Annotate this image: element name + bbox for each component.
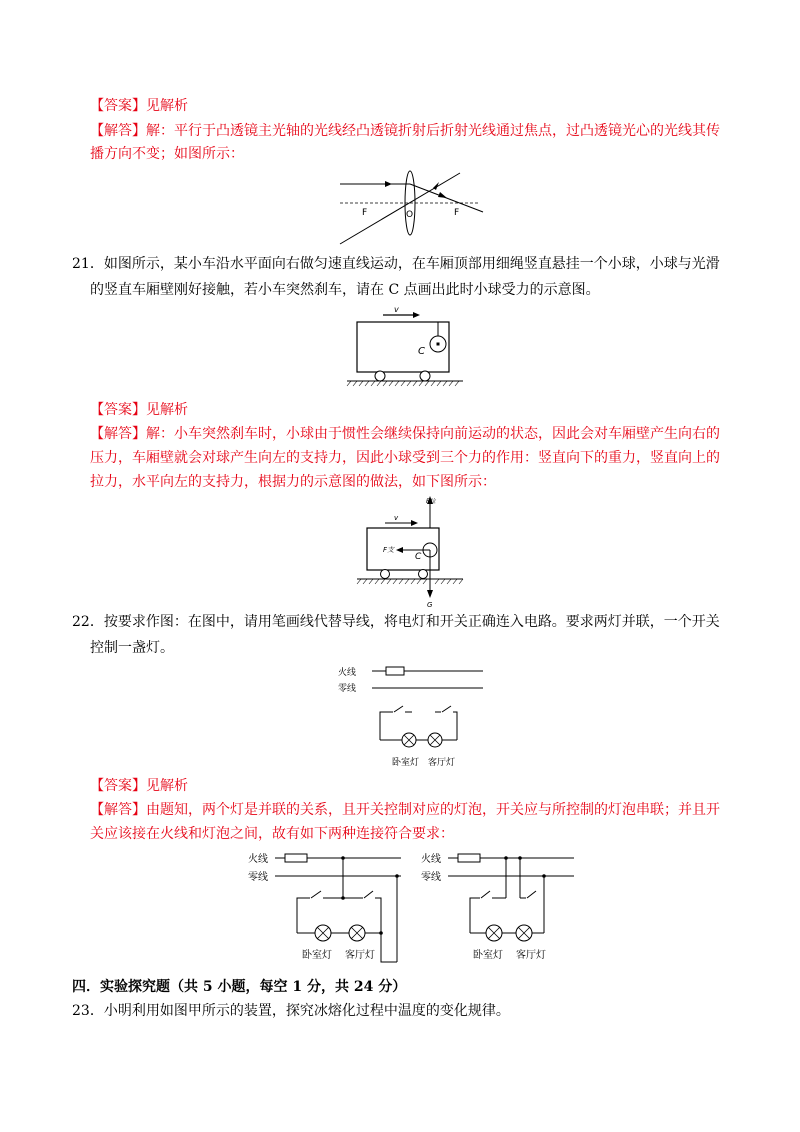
focus-right-label: F xyxy=(454,208,460,218)
neutral-wire-label: 零线 xyxy=(421,872,441,883)
bedroom-lamp-label: 卧室灯 xyxy=(392,758,420,768)
q21-explain-line-3: 拉力，水平向左的支持力，根据力的示意图的做法，如下图所示： xyxy=(90,474,496,490)
live-wire-label: 火线 xyxy=(421,854,441,865)
q21-explain-line-2: 压力，车厢壁就会对球产生向左的支持力，因此小球受到三个力的作用：竖直向下的重力，竖直向上的 xyxy=(90,450,720,466)
tension-label: F拉 xyxy=(426,498,436,505)
q20-answer-line: 【答案】见解析 xyxy=(90,98,188,114)
living-room-lamp-label: 客厅灯 xyxy=(428,758,456,768)
section-heading: 四．实验探究题（共 5 小题，每空 1 分，共 24 分） xyxy=(72,979,407,995)
point-c-label: C xyxy=(418,346,425,357)
bedroom-lamp-label: 卧室灯 xyxy=(473,950,503,961)
circuit-answer-diagram-2 xyxy=(418,848,578,968)
velocity-label: v xyxy=(394,514,399,522)
neutral-wire-label: 零线 xyxy=(338,684,357,694)
living-room-lamp-label: 客厅灯 xyxy=(516,950,546,961)
live-wire-label: 火线 xyxy=(248,854,268,865)
q22-question-line-2: 控制一盏灯。 xyxy=(90,640,174,656)
q21-answer-line: 【答案】见解析 xyxy=(90,402,188,418)
bedroom-lamp-label: 卧室灯 xyxy=(302,950,332,961)
q22-explain-line-2: 关应该接在火线和灯泡之间，故有如下两种连接符合要求： xyxy=(90,826,454,842)
q22-question-line-1: 22．按要求作图：在图中，请用笔画线代替导线，将电灯和开关正确连入电路。要求两灯并联，一个开关 xyxy=(72,614,720,630)
living-room-lamp-label: 客厅灯 xyxy=(345,950,375,961)
car-ball-diagram xyxy=(345,304,465,390)
focus-left-label: F xyxy=(362,208,368,218)
neutral-wire-label: 零线 xyxy=(248,872,268,883)
q23-question-line: 23．小明利用如图甲所示的装置，探究冰熔化过程中温度的变化规律。 xyxy=(72,1003,510,1019)
gravity-label: G xyxy=(427,601,433,608)
velocity-label: v xyxy=(394,305,399,314)
q22-explain-line-1: 【解答】由题知，两个灯是并联的关系，且开关控制对应的灯泡，开关应与所控制的灯泡串联；并且开 xyxy=(90,802,720,818)
optical-center-label: O xyxy=(406,210,414,220)
circuit-answer-diagram-1 xyxy=(245,848,405,968)
q20-explain-line-2: 播方向不变；如图所示： xyxy=(90,146,244,162)
car-force-diagram xyxy=(355,494,465,608)
circuit-question-diagram xyxy=(335,660,485,772)
q21-question-line-2: 的竖直车厢壁刚好接触，若小车突然刹车，请在 C 点画出此时小球受力的示意图。 xyxy=(90,282,600,298)
q21-question-line-1: 21．如图所示，某小车沿水平面向右做匀速直线运动，在车厢顶部用细绳竖直悬挂一个小球，小球与光滑 xyxy=(72,256,720,272)
lens-ray-diagram xyxy=(335,170,485,250)
point-c-label: C xyxy=(415,552,422,562)
q20-explain-line-1: 【解答】解：平行于凸透镜主光轴的光线经凸透镜折射后折射光线通过焦点，过凸透镜光心的光线其传 xyxy=(90,123,720,139)
q21-explain-line-1: 【解答】解：小车突然刹车时，小球由于惯性会继续保持向前运动的状态，因此会对车厢壁产生向右的 xyxy=(90,426,720,442)
q22-answer-line: 【答案】见解析 xyxy=(90,778,188,794)
support-force-label: F支 xyxy=(383,546,395,554)
live-wire-label: 火线 xyxy=(338,668,357,678)
